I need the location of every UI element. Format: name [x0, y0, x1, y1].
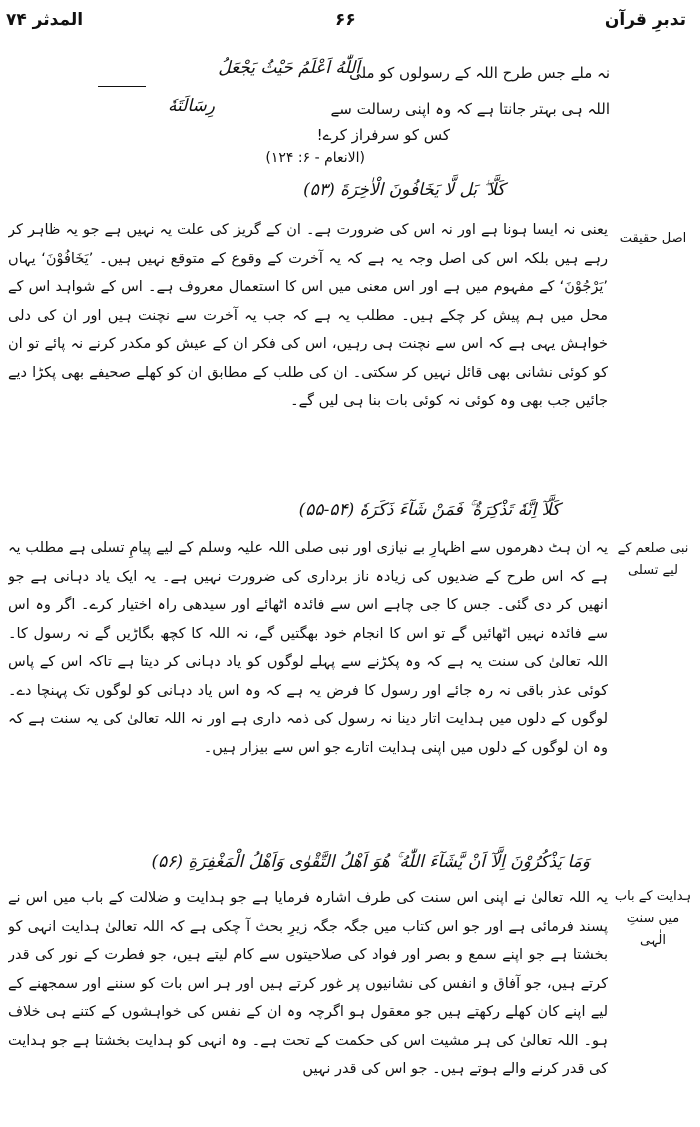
page-number: ۶۶ [335, 10, 356, 30]
intro-urdu-line-3: کس کو سرفراز کرے! [316, 126, 450, 144]
commentary-paragraph-3: یہ اللہ تعالیٰ نے اپنی اس سنت کی طرف اشارہ فرمایا ہے جو ہدایت و ضلالت کے باب میں اس نے پسند فرمائی ہے اور جو اس کتاب میں جگہ جگہ زیرِ بحث آ چکی ہے کہ اللہ تعالیٰ ہدایت انہی کو بخشتا ہے جو اپنے سمع و بصر اور فواد کی صلاحیتوں سے کام لیتے ہیں، جو فطرت کے نور کی قدر کرتے ہیں، جو آفاق و انفس کی نشانیوں پر غور کرتے ہیں اور ہر اس بات کو سننے اور سمجھنے کے لیے اپنے کان کھلے رکھتے ہیں جو معقول ہو اگرچہ وہ ان کے نفس کی خواہشوں کے کتنے ہی خلاف ہو۔ اللہ تعالیٰ کی ہر مشیت اس کی حکمت کے تحت ہے۔ وہ انہی کو ہدایت بخشتا ہے جو ہدایت کی قدر کرنے والے ہوتے ہیں۔ جو اس کی قدر نہیں [8, 890, 608, 1077]
intro-arabic-line-1: اَللّٰهُ اَعْلَمُ حَيْثُ يَجْعَلُ [218, 58, 360, 78]
sidenote-asl-haqiqat: اصل حقیقت [619, 231, 687, 246]
intro-reference: (الانعام - ۶: ۱۲۴) [265, 150, 365, 166]
book-title-header: تدبرِ قرآن [604, 10, 686, 30]
intro-arabic-line-2: رِسَالَتَهٗ [167, 96, 215, 116]
sidenote-nabi-tasalli: نبی صلعم کے لیے تسلی [617, 541, 689, 578]
intro-urdu-line-2: اللہ ہی بہتر جانتا ہے کہ وہ اپنی رسالت سے [330, 100, 610, 118]
verse-54-55: كَلَّآ اِنَّهٗ تَذْكِرَةٌ ۚ فَمَنْ شَآءَ ذَكَرَهٗ (۵۴-۵۵) [298, 500, 560, 520]
intro-urdu-line-1: نہ ملے جس طرح اللہ کے رسولوں کو ملی [349, 64, 610, 82]
verse-56: وَمَا يَذْكُرُوْنَ اِلَّآ اَنْ يَّشَآءَ اللّٰهُ ۚ هُوَ اَهْلُ التَّقْوٰى وَاَهْلُ الْمَغْفِرَةِ (۵۶) [151, 852, 590, 872]
surah-header: المدثر ۷۴ [6, 10, 84, 30]
commentary-paragraph-2: یہ ان ہٹ دھرموں سے اظہارِ بے نیازی اور نبی صلی اللہ علیہ وسلم کے لیے پیامِ تسلی ہے مطلب یہ ہے کہ اس طرح کے ضدیوں کی زیادہ ناز برداری کی ضرورت نہیں ہے۔ یہ ایک یاد دہانی ہے جو انھیں کر دی گئی۔ جس کا جی چاہے اس سے فائدہ اٹھائے اور سیدھی راہ اختیار کرے۔ اگر وہ اس سے فائدہ نہیں اٹھائیں گے تو اس کا انجام خود بھگتیں گے، نہ اللہ کا کچھ بگاڑیں گے نہ رسول کا۔ اللہ تعالیٰ کی سنت یہ ہے کہ وہ پکڑنے سے پہلے لوگوں کو یاد دہانی کر دیتا ہے تاکہ اس کے پاس کوئی عذر باقی نہ رہ جائے اور رسول کا فرض یہ ہے کہ وہ اس یاد دہانی کو لوگوں تک پہنچا دے۔ لوگوں کے دلوں میں ہدایت اتار دینا نہ رسول کی ذمہ داری ہے اور نہ اللہ تعالیٰ کی یہ سنت ہے کہ وہ ان لوگوں کے دلوں میں اپنی ہدایت اتارے جو اس سے بیزار ہیں۔ [8, 540, 608, 756]
sidenote-hidayat-sunnat: ہدایت کے باب میں سنتِ الٰہی [614, 889, 692, 948]
verse-53: كَلَّا ۖ بَل لَّا يَخَافُونَ الْاٰخِرَةَ (۵۳) [303, 180, 505, 200]
commentary-paragraph-1: یعنی نہ ایسا ہونا ہے اور نہ اس کی ضرورت ہے۔ ان کے گریز کی علت یہ نہیں ہے جو یہ ظاہر کر رہے ہیں بلکہ اس کی اصل وجہ یہ ہے کہ یہ آخرت کے وقوع کے متوقع نہیں ہیں۔ ’یَخَافُوْنَ‘ یہاں ’یَرْجُوْنَ‘ کے مفہوم میں ہے اور اس معنی میں اس کا استعمال معروف ہے۔ اس کے شواہد اس کے محل میں ہم پیش کر چکے ہیں۔ مطلب یہ ہے کہ جب یہ آخرت سے نچنت ہیں اور ان کی دلی خواہش یہی ہے کہ اس سے نچنت ہی رہیں، اس کی فکر ان کے عیش کو مکدر کرنے نہ پائے تو ان کو کوئی نشانی بھی قائل نہیں کر سکتی۔ ان کی طلب کے مطابق ان کو کھلے صحیفے بھی پکڑا دیے جائیں جب بھی وہ کوئی نہ کوئی بات بنا ہی لیں گے۔ [8, 222, 608, 409]
line-continuation-dash [98, 86, 146, 87]
